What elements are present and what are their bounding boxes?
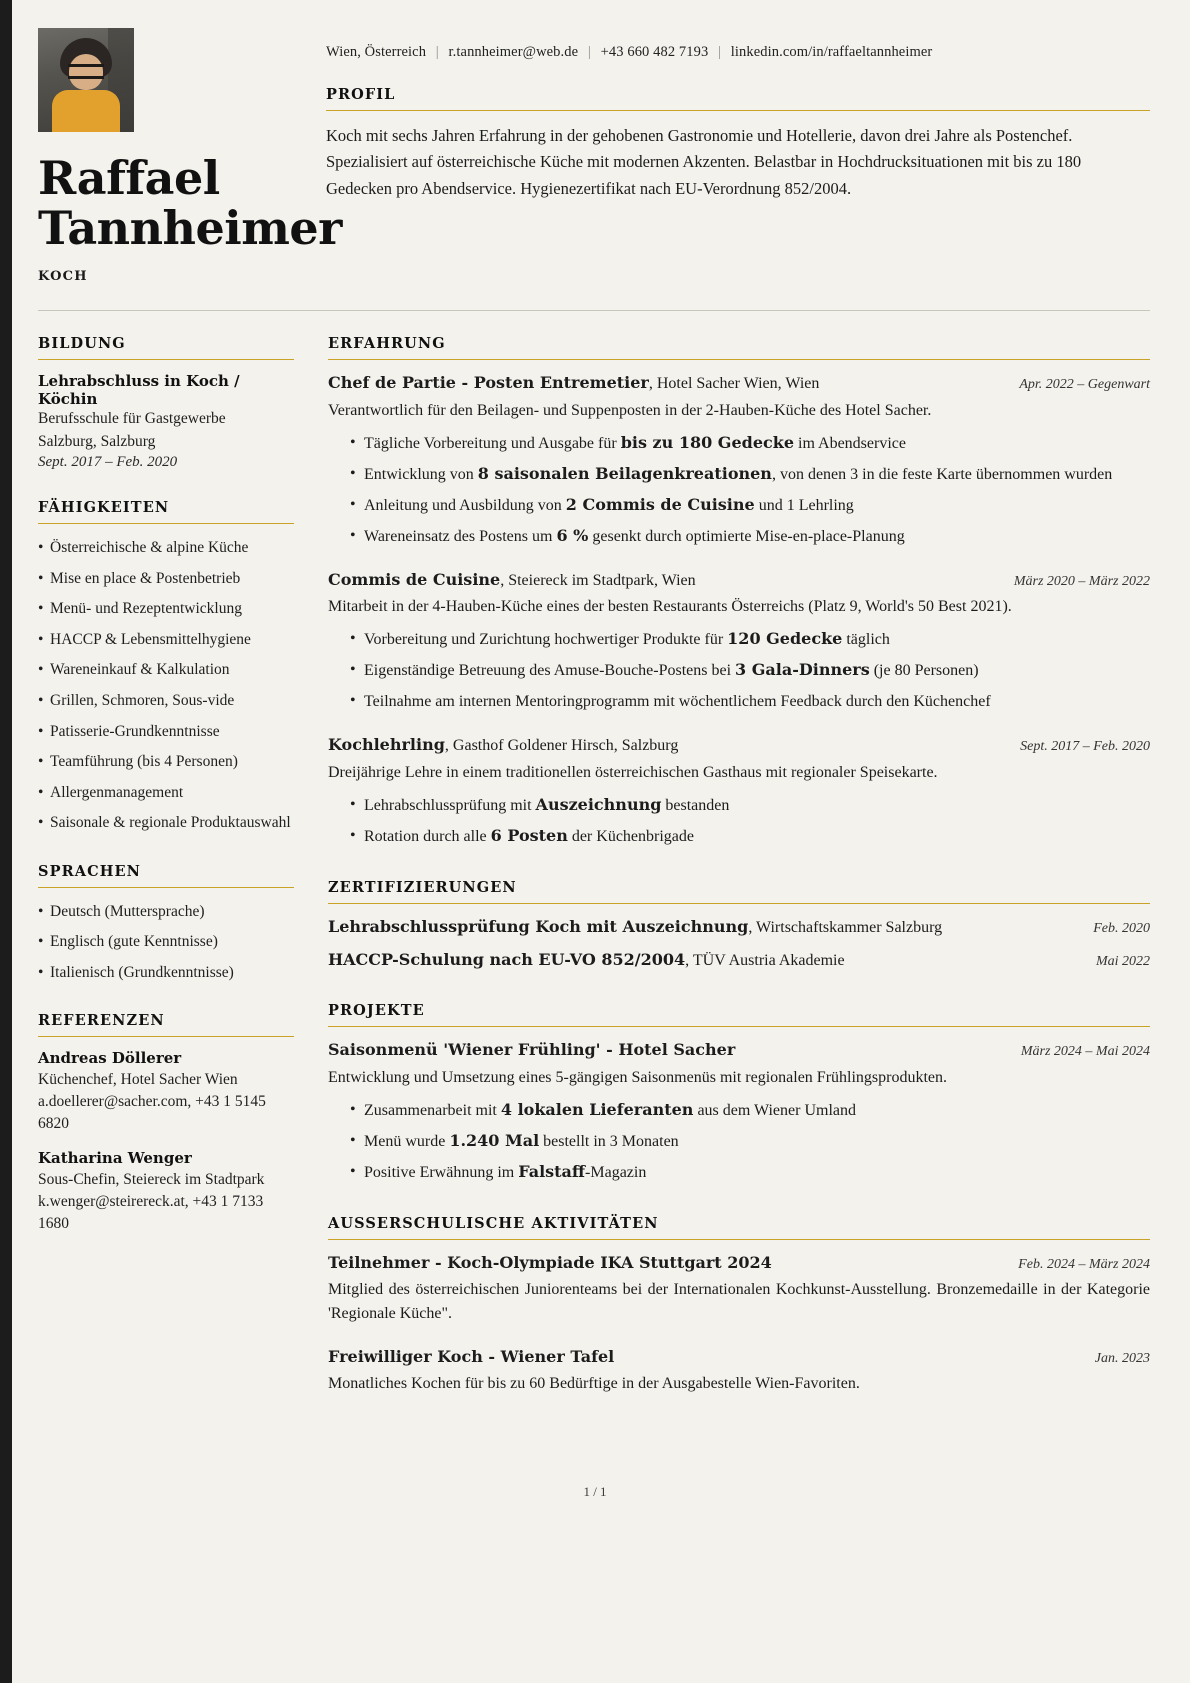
sidebar-column [38, 335, 294, 1424]
section-heading-referenzen: REFERENZEN [38, 1012, 294, 1037]
list-item: • Lehrabschlussprüfung mit Auszeichnung bestanden [350, 793, 1150, 818]
section-languages [38, 863, 294, 985]
experience-title: Kochlehrling [328, 735, 445, 755]
activity-title: Freiwilliger Koch - Wiener Tafel [328, 1347, 615, 1367]
reference-position: Sous-Chefin, Steiereck im Stadtpark [38, 1171, 265, 1189]
list-item: • Tägliche Vorbereitung und Ausgabe für bis zu 180 Gedecke im Abendservice [350, 431, 1150, 456]
job-role: KOCH [38, 269, 88, 285]
experience-description: Dreijährige Lehre in einem traditionellen österreichischen Gasthaus mit regionaler Speisekarte. [328, 763, 938, 781]
experience-bullets [328, 793, 1150, 849]
certification-entry [328, 916, 1150, 939]
list-item: • Positive Erwähnung im Falstaff-Magazin [350, 1160, 1150, 1185]
experience-bullets [328, 627, 1150, 714]
page-footer [0, 1424, 1190, 1524]
section-profile [326, 86, 1150, 203]
contact-line [326, 28, 1150, 64]
list-item: • Deutsch (Muttersprache) [38, 900, 294, 924]
page-indicator: 1 / 1 [583, 1484, 607, 1500]
list-item: • Eigenständige Betreuung des Amuse-Bouche-Postens bei 3 Gala-Dinners (je 80 Personen) [350, 658, 1150, 683]
section-heading-projekte: PROJEKTE [328, 1002, 1150, 1027]
page-title [38, 151, 342, 255]
skills-list [38, 536, 294, 834]
section-heading-bildung: BILDUNG [38, 335, 294, 360]
contact-email[interactable]: r.tannheimer@web.de [448, 44, 579, 60]
header-identity [38, 28, 342, 285]
activity-title: Teilnehmer - Koch-Olympiade IKA Stuttgart 2024 [328, 1252, 772, 1272]
reference-name: Andreas Döllerer [38, 1049, 182, 1068]
activity-description: Mitglied des österreichischen Juniorenteams bei der Internationalen Kochkunst-Ausstellung. Bronzemedaille in der Kategorie 'Regionale Küche". [328, 1281, 1150, 1323]
experience-entry [328, 734, 1150, 848]
certification-issuer: , Wirtschaftskammer Salzburg [748, 918, 943, 936]
contact-separator: | [435, 44, 439, 60]
project-bullets [328, 1098, 1150, 1185]
list-item: • Allergenmanagement [38, 781, 294, 805]
section-certifications [328, 879, 1150, 973]
activity-date: Feb. 2024 – März 2024 [1018, 1256, 1150, 1272]
experience-title: Chef de Partie - Posten Entremetier [328, 373, 649, 393]
list-item: • Mise en place & Postenbetrieb [38, 567, 294, 591]
section-heading-sprachen: SPRACHEN [38, 863, 294, 888]
section-heading-faehigkeiten: FÄHIGKEITEN [38, 499, 294, 524]
header-main [308, 28, 1150, 284]
list-item: • Menü- und Rezeptentwicklung [38, 597, 294, 621]
certification-date: Mai 2022 [1095, 953, 1150, 969]
contact-phone[interactable]: +43 660 482 7193 [600, 44, 709, 60]
list-item: • Entwicklung von 8 saisonalen Beilagenkreationen, von denen 3 in die feste Karte übernommen wurden [350, 462, 1150, 487]
list-item: • Wareneinsatz des Postens um 6 % gesenkt durch optimierte Mise-en-place-Planung [350, 524, 1150, 549]
reference-item [38, 1149, 294, 1235]
list-item: • Menü wurde 1.240 Mal bestellt in 3 Monaten [350, 1129, 1150, 1154]
education-degree: Lehrabschluss in Koch / Köchin [38, 372, 240, 409]
project-title: Saisonmenü 'Wiener Frühling' - Hotel Sacher [328, 1040, 736, 1060]
activity-date: Jan. 2023 [1094, 1351, 1150, 1367]
experience-company: , Hotel Sacher Wien, Wien [648, 375, 820, 393]
last-name: Tannheimer [38, 200, 342, 255]
experience-date: Sept. 2017 – Feb. 2020 [1020, 739, 1150, 755]
list-item: • Englisch (gute Kenntnisse) [38, 930, 294, 954]
contact-linkedin[interactable]: linkedin.com/in/raffaeltannheimer [730, 44, 933, 60]
certification-title: HACCP-Schulung nach EU-VO 852/2004 [328, 949, 686, 969]
reference-contact[interactable]: a.doellerer@sacher.com, +43 1 5145 6820 [38, 1093, 266, 1133]
left-accent-bar [0, 0, 12, 1683]
education-item [38, 372, 294, 471]
reference-name: Katharina Wenger [38, 1149, 192, 1168]
list-item: • Grillen, Schmoren, Sous-vide [38, 689, 294, 713]
experience-company: , Gasthof Goldener Hirsch, Salzburg [444, 737, 679, 755]
list-item: • Zusammenarbeit mit 4 lokalen Lieferanten aus dem Wiener Umland [350, 1098, 1150, 1123]
certification-title: Lehrabschlussprüfung Koch mit Auszeichnung [328, 916, 749, 936]
list-item: • Rotation durch alle 6 Posten der Küchenbrigade [350, 824, 1150, 849]
profile-summary: Koch mit sechs Jahren Erfahrung in der gehobenen Gastronomie und Hotellerie, davon drei Jahre als Postenchef. Spezialisiert auf österreichische Küche mit modernen Akzenten. Belastbar in Hochdrucksituationen mit bis zu 180 Gedecken pro Abendservice. Hygienezertifikat nach EU-Verordnung 852/2004. [326, 125, 1082, 199]
languages-list [38, 900, 294, 985]
activity-entry [328, 1252, 1150, 1326]
education-school: Berufsschule für Gastgewerbe [38, 410, 226, 428]
list-item: • Österreichische & alpine Küche [38, 536, 294, 560]
section-extracurricular [328, 1215, 1150, 1397]
experience-description: Mitarbeit in der 4-Hauben-Küche eines der besten Restaurants Österreichs (Platz 9, World's 50 Best 2021). [328, 598, 1012, 616]
section-references [38, 1012, 294, 1235]
experience-entry [328, 569, 1150, 714]
reference-item [38, 1049, 294, 1135]
contact-separator: | [587, 44, 591, 60]
project-date: März 2024 – Mai 2024 [1020, 1044, 1150, 1060]
main-column [328, 335, 1150, 1424]
section-heading-erfahrung: ERFAHRUNG [328, 335, 1150, 360]
list-item: • Teamführung (bis 4 Personen) [38, 750, 294, 774]
project-description: Entwicklung und Umsetzung eines 5-gängigen Saisonmenüs mit regionalen Frühlingsprodukten. [328, 1068, 948, 1086]
project-entry [328, 1039, 1150, 1184]
first-name: Raffael [38, 151, 220, 205]
content-columns [0, 311, 1190, 1424]
contact-location: Wien, Österreich [326, 44, 427, 60]
education-date: Sept. 2017 – Feb. 2020 [38, 454, 178, 471]
section-heading-profil: PROFIL [326, 86, 1150, 111]
activity-description: Monatliches Kochen für bis zu 60 Bedürftige in der Ausgabestelle Wien-Favoriten. [328, 1375, 860, 1393]
list-item: • Saisonale & regionale Produktauswahl [38, 811, 294, 835]
experience-entry [328, 372, 1150, 548]
section-projects [328, 1002, 1150, 1184]
experience-bullets [328, 431, 1150, 549]
section-skills [38, 499, 294, 834]
list-item: • Anleitung und Ausbildung von 2 Commis de Cuisine und 1 Lehrling [350, 493, 1150, 518]
list-item: • Italienisch (Grundkenntnisse) [38, 961, 294, 985]
contact-separator: | [718, 44, 722, 60]
experience-date: März 2020 – März 2022 [1013, 573, 1150, 589]
activity-entry [328, 1346, 1150, 1396]
certification-date: Feb. 2020 [1093, 920, 1150, 936]
reference-position: Küchenchef, Hotel Sacher Wien [38, 1071, 238, 1089]
experience-date: Apr. 2022 – Gegenwart [1019, 377, 1150, 393]
list-item: • Wareneinkauf & Kalkulation [38, 658, 294, 682]
list-item: • Vorbereitung und Zurichtung hochwertiger Produkte für 120 Gedecke täglich [350, 627, 1150, 652]
reference-contact[interactable]: k.wenger@steirereck.at, +43 1 7133 1680 [38, 1193, 264, 1233]
certification-issuer: , TÜV Austria Akademie [685, 951, 845, 969]
section-education [38, 335, 294, 471]
experience-title: Commis de Cuisine [328, 569, 501, 589]
section-experience [328, 335, 1150, 848]
header [0, 0, 1190, 284]
section-heading-zertifizierungen: ZERTIFIZIERUNGEN [328, 879, 1150, 904]
education-place: Salzburg, Salzburg [38, 432, 156, 450]
avatar [38, 28, 134, 132]
list-item: • Patisserie-Grundkenntnisse [38, 720, 294, 744]
list-item: • Teilnahme am internen Mentoringprogramm mit wöchentlichem Feedback durch den Küchenchef [350, 689, 1150, 714]
list-item: • HACCP & Lebensmittelhygiene [38, 628, 294, 652]
certification-entry [328, 949, 1150, 972]
experience-company: , Steiereck im Stadtpark, Wien [500, 571, 696, 589]
section-heading-ausserschulische-aktivitaeten: AUSSERSCHULISCHE AKTIVITÄTEN [328, 1215, 1150, 1240]
experience-description: Verantwortlich für den Beilagen- und Suppenposten in der 2-Hauben-Küche des Hotel Sacher. [328, 401, 932, 419]
